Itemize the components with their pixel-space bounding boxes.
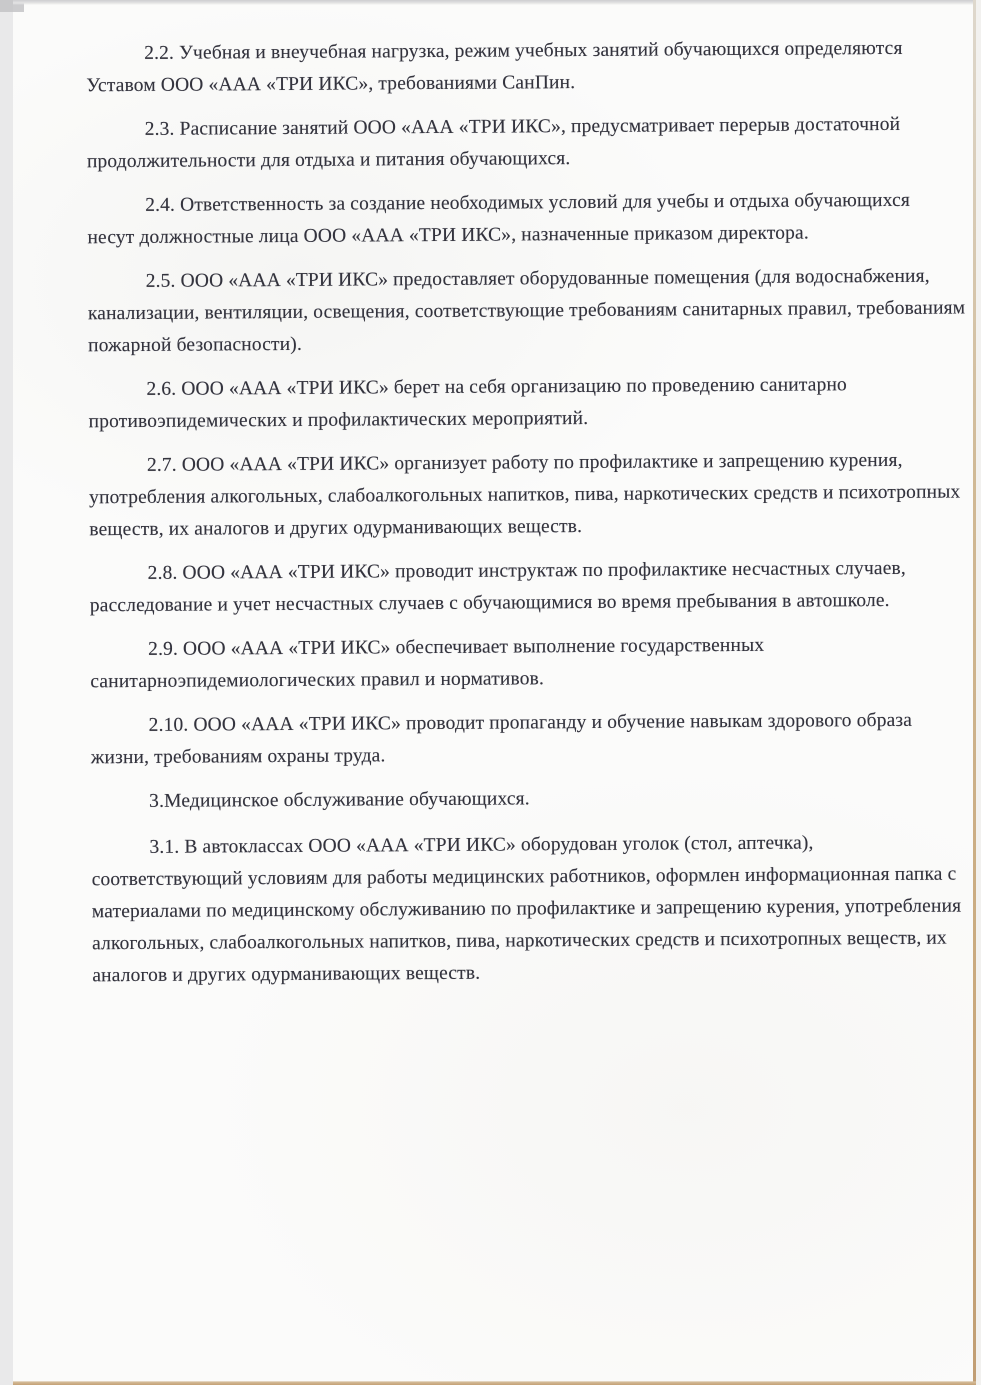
paragraph-2-4 bbox=[87, 185, 951, 255]
text-line: жизни, требованиям охраны труда. bbox=[90, 745, 386, 769]
text-line: 3.Медицинское обслуживание обучающихся. bbox=[149, 788, 530, 812]
text-line: 2.4. Ответственность за создание необходимых условий для учебы и отдыха обучающихся bbox=[145, 189, 911, 216]
text-line: веществ, их аналогов и других одурманивающих веществ. bbox=[89, 516, 583, 541]
text-line: 2.8. ООО «ААА «ТРИ ИКС» проводит инструктаж по профилактике несчастных случаев, bbox=[147, 557, 906, 584]
text-line: соответствующий условиям для работы медицинских работников, оформлен информационная папка с bbox=[91, 863, 957, 891]
paragraph-2-2 bbox=[86, 33, 950, 103]
scan-edge-right bbox=[976, 0, 981, 1385]
paper-edge-right bbox=[973, 0, 976, 1385]
text-line: аналогов и других одурманивающих веществ. bbox=[92, 962, 481, 987]
paragraph-2-6 bbox=[88, 369, 952, 439]
scan-edge-left bbox=[0, 0, 13, 1385]
text-line: пожарной безопасности). bbox=[88, 333, 303, 357]
paragraph-3-1 bbox=[91, 827, 962, 993]
text-line: несут должностные лица ООО «ААА «ТРИ ИКС», назначенные приказом директора. bbox=[87, 222, 809, 249]
text-line: 2.5. ООО «ААА «ТРИ ИКС» предоставляет оборудованные помещения (для водоснабжения, bbox=[145, 265, 930, 292]
paragraph-2-8 bbox=[90, 553, 954, 623]
text-line: 2.10. ООО «ААА «ТРИ ИКС» проводит пропаганду и обучение навыкам здорового образа bbox=[148, 709, 913, 736]
text-line: 2.6. ООО «ААА «ТРИ ИКС» берет на себя организацию по проведению санитарно bbox=[146, 374, 848, 400]
text-line: алкогольных, слабоалкогольных напитков, пива, наркотических средств и психотропных веществ, их bbox=[92, 927, 947, 955]
section-3-heading bbox=[91, 781, 955, 819]
text-line: материалами по медицинскому обслуживанию по профилактике и запрещению курения, употребления bbox=[91, 895, 962, 923]
paper-edge-bottom bbox=[13, 1381, 976, 1385]
text-line: санитарноэпидемиологических правил и нормативов. bbox=[90, 668, 545, 693]
text-line: 2.7. ООО «ААА «ТРИ ИКС» организует работу по профилактике и запрещению курения, bbox=[146, 449, 903, 476]
text-line: 3.1. В автоклассах ООО «ААА «ТРИ ИКС» оборудован уголок (стол, аптечка), bbox=[149, 832, 814, 858]
text-line: противоэпидемических и профилактических мероприятий. bbox=[88, 407, 589, 433]
document-content bbox=[86, 33, 966, 1005]
text-line: 2.3. Расписание занятий ООО «ААА «ТРИ ИКС», предусматривает перерыв достаточной bbox=[144, 113, 901, 140]
text-line: канализации, вентиляции, освещения, соответствующие требованиям санитарных правил, требованиям bbox=[87, 297, 966, 325]
text-line: расследование и учет несчастных случаев с обучающимися во время пребывания в автошколе. bbox=[89, 589, 890, 617]
paragraph-2-3 bbox=[87, 109, 951, 179]
text-line: 2.9. ООО «ААА «ТРИ ИКС» обеспечивает выполнение государственных bbox=[148, 634, 765, 660]
paragraph-2-10 bbox=[91, 705, 955, 775]
scan-edge-top bbox=[13, 0, 981, 5]
paragraph-2-9 bbox=[90, 629, 954, 699]
paragraph-2-7 bbox=[89, 445, 961, 547]
text-line: употребления алкогольных, слабоалкогольных напитков, пива, наркотических средств и психотропных bbox=[89, 481, 961, 509]
text-line: Уставом ООО «ААА «ТРИ ИКС», требованиями СанПин. bbox=[86, 72, 576, 97]
text-line: продолжительности для отдыха и питания обучающихся. bbox=[86, 148, 571, 173]
text-line: 2.2. Учебная и внеучебная нагрузка, режим учебных занятий обучающихся определяются bbox=[144, 37, 903, 64]
paragraph-2-5 bbox=[87, 261, 966, 363]
